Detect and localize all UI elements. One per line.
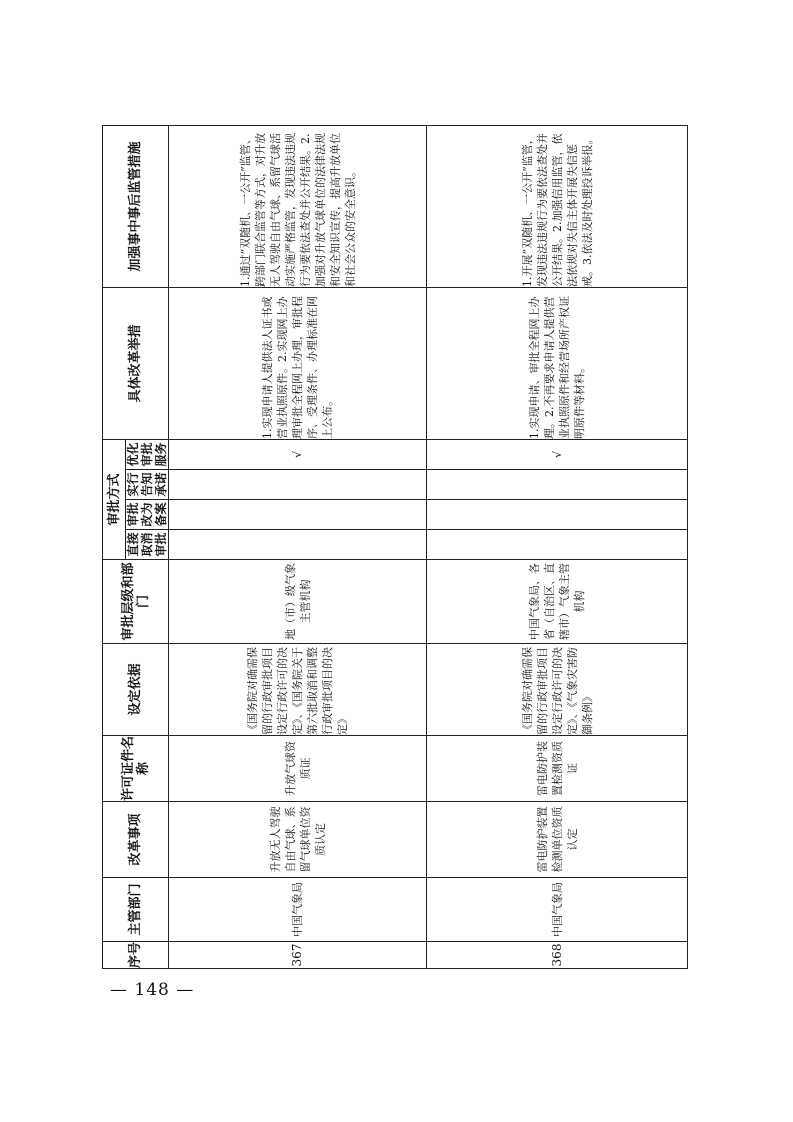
header-measures: 具体改革举措 [103, 287, 169, 439]
row-dept: 中国气象局 [169, 878, 427, 942]
header-row-1 [103, 125, 126, 968]
row-dept: 中国气象局 [427, 878, 688, 942]
header-method: 审批方式 [103, 439, 126, 559]
row-measures: 1.实现申请人提供法人证书或营业执照原件。2.实现网上办理审批全程网上办理，审批程序、受理条件、办理标准在网上公布。 [169, 287, 427, 439]
row-basis: 《国务院对确需保留的行政审批项目设定行政许可的决定》、《气象灾害防御条例》 [427, 644, 688, 736]
header-dept: 主管部门 [103, 878, 169, 942]
row-method-notify [169, 470, 427, 500]
row-method-optimize: √ [427, 439, 688, 469]
row-item: 升放无人驾驶自由气球、系留气球单位资质认定 [169, 802, 427, 878]
row-method-cancel [169, 530, 427, 560]
row-measures: 1.实现申请、审批全程网上办理。2.不再要求申请人提供营业执照原件和经营场所产权证明原件等材料。 [427, 287, 688, 439]
rotated-table-container [102, 126, 686, 969]
row-supervision: 1.开展“双随机、一公开”监管，发现违法违规行为要依法查处并公开结果。2.加强信用监管，依法依规对失信主体开展失信惩戒。3.依法及时处理投诉举报。 [427, 125, 688, 287]
header-item: 改革事项 [103, 802, 169, 878]
header-license: 许可证件名称 [103, 736, 169, 802]
header-method-optimize: 优化审批服务 [126, 439, 169, 469]
row-license: 升放气球资质证 [169, 736, 427, 802]
row-method-optimize: √ [169, 439, 427, 469]
row-method-notify [427, 470, 688, 500]
row-supervision: 1.通过“双随机、一公开”监管、跨部门联合监管等方式，对升放无人驾驶自由气球、系留气球活动实施严格监管，发现违法违规行为要依法查处并公开结果。2.加强对升放气球单位的法律法规和安全知识宣传，提高升放单位和社会公众的安全意识。 [169, 125, 427, 287]
row-seq: 367 [169, 942, 427, 969]
table-row-367 [169, 125, 427, 968]
row-item: 雷电防护装置检测单位资质认定 [427, 802, 688, 878]
row-method-record [169, 500, 427, 530]
header-method-record: 审批改为备案 [126, 500, 169, 530]
row-method-cancel [427, 530, 688, 560]
row-seq: 368 [427, 942, 688, 969]
row-method-record [427, 500, 688, 530]
row-level: 地（市）级气象主管机构 [169, 560, 427, 644]
table-row-368 [427, 125, 688, 968]
header-method-cancel: 直接取消审批 [126, 530, 169, 560]
header-supervision: 加强事中事后监管措施 [103, 125, 169, 287]
header-basis: 设定依据 [103, 644, 169, 736]
page-number: — 148 — [110, 980, 195, 1000]
row-level: 中国气象局、各省（自治区、直辖市）气象主管机构 [427, 560, 688, 644]
row-license: 雷电防护装置检测资质证 [427, 736, 688, 802]
row-basis: 《国务院对确需保留的行政审批项目设定行政许可的决定》、《国务院关于第六批取消和调整行政审批项目的决定》 [169, 644, 427, 736]
reform-table [102, 125, 688, 969]
header-seq: 序号 [103, 942, 169, 969]
header-method-notify: 实行告知承诺 [126, 470, 169, 500]
header-level: 审批层级和部门 [103, 560, 169, 644]
